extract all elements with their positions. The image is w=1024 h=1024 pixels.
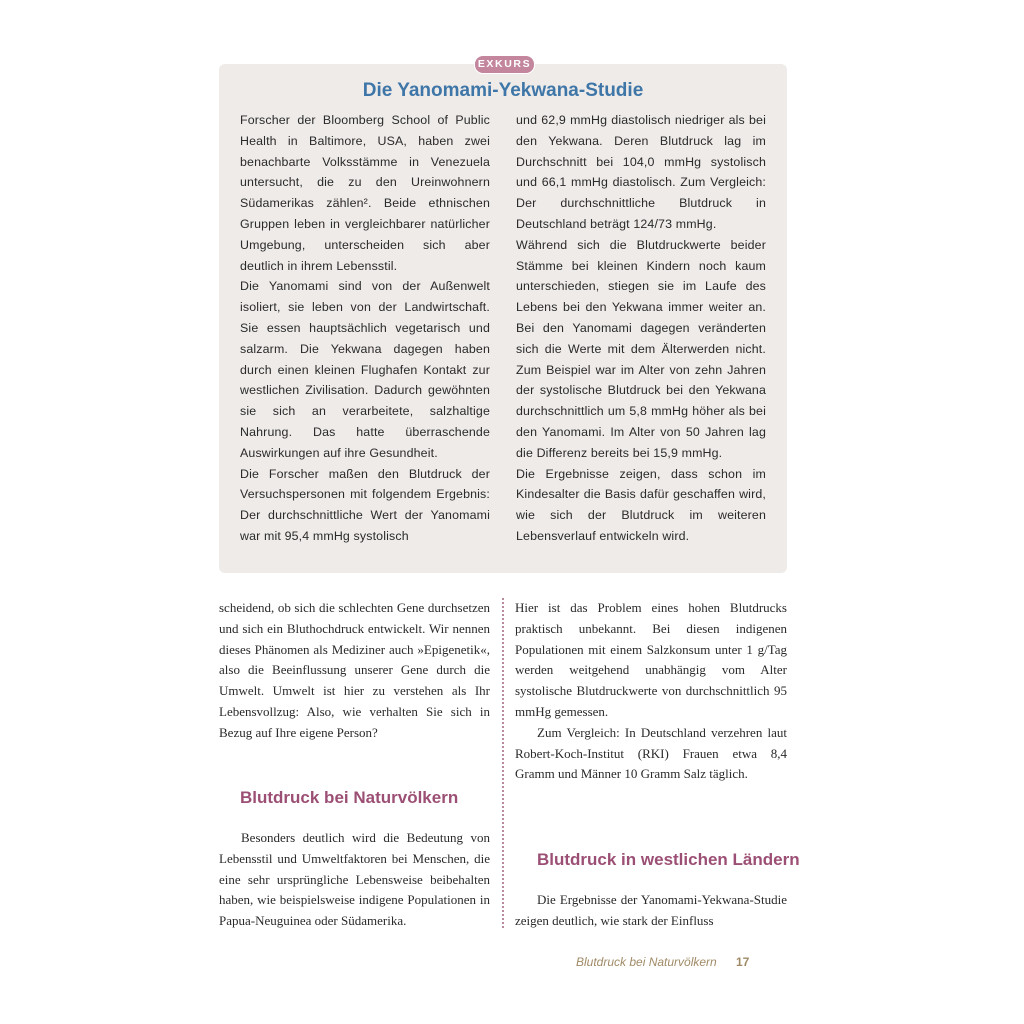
body-left-column-lower bbox=[219, 828, 490, 932]
section-heading-westliche-laender: Blutdruck in westlichen Ländern bbox=[537, 850, 800, 869]
body-paragraph: Zum Vergleich: In Deutschland verzehren laut Robert-Koch-Institut (RKI) Frauen etwa 8,4 Gramm und Männer 10 Gramm Salz täglich. bbox=[515, 724, 787, 782]
excurs-badge: EXKURS bbox=[474, 55, 535, 74]
section-heading-naturvoelker: Blutdruck bei Naturvölkern bbox=[240, 788, 459, 807]
body-paragraph: scheidend, ob sich die schlechten Gene durchsetzen und sich ein Bluthochdruck entwickelt. Wir nennen dieses Phänomen als Mediziner auch »Epigenetik«, also die Beeinflussung unserer Gene durch die Umwelt. Umwelt ist hier zu verstehen als Ihr Lebensvollzug: Also, wie verhalten Sie sich in Bezug auf Ihre eigene Person? bbox=[219, 600, 490, 740]
body-right-column-lower bbox=[515, 890, 787, 932]
excurs-paragraph: Forscher der Bloomberg School of Public Health in Baltimore, USA, haben zwei benachbarte Volksstämme in Venezuela untersucht, die zu den Ureinwohnern Südamerikas zählen². Beide ethnischen Gruppen leben in vergleichbarer natürlicher Umgebung, unterscheiden sich aber deutlich in ihrem Lebensstil. bbox=[240, 113, 490, 273]
body-right-column bbox=[515, 598, 787, 785]
excurs-paragraph: Die Forscher maßen den Blutdruck der Versuchspersonen mit folgendem Ergebnis: Der durchschnittliche Wert der Yanomami war mit 95,4 mmHg systolisch bbox=[240, 466, 490, 543]
running-footer-title: Blutdruck bei Naturvölkern bbox=[576, 955, 717, 969]
body-paragraph: Besonders deutlich wird die Bedeutung von Lebensstil und Umweltfaktoren bei Menschen, die eine sehr ursprüngliche Lebensweise beibehalten haben, wie beispielsweise indigene Populationen in Papua-Neuguinea oder Südamerika. bbox=[219, 830, 490, 929]
page-number: 17 bbox=[736, 955, 750, 969]
body-paragraph: Hier ist das Problem eines hohen Blutdrucks praktisch unbekannt. Bei diesen indigenen Populationen mit einem Salzkonsum unter 1 g/Tag werden weitgehend unabhängig vom Alter systolische Blutdruckwerte von durchschnittlich 95 mmHg gemessen. bbox=[515, 600, 787, 719]
excurs-paragraph: und 62,9 mmHg diastolisch niedriger als bei den Yekwana. Deren Blutdruck lag im Durchschnitt bei 104,0 mmHg systolisch und 66,1 mmHg diastolisch. Zum Vergleich: Der durchschnittliche Blutdruck in Deutschland beträgt 124/73 mmHg. bbox=[516, 113, 766, 231]
excurs-paragraph: Die Ergebnisse zeigen, dass schon im Kindesalter die Basis dafür geschaffen wird, wie sich der Blutdruck im weiteren Lebensverlauf entwickeln wird. bbox=[516, 466, 766, 543]
body-paragraph: Die Ergebnisse der Yanomami-Yekwana-Studie zeigen deutlich, wie stark der Einfluss bbox=[515, 892, 787, 928]
excurs-paragraph: Während sich die Blutdruckwerte beider Stämme bei kleinen Kindern noch kaum unterschieden, stiegen sie im Laufe des Lebens bei den Yekwana immer weiter an. Bei den Yanomami dagegen veränderten sich die Werte mit dem Älterwerden nicht. Zum Beispiel war im Alter von zehn Jahren der systolische Blutdruck bei den Yekwana durchschnittlich um 5,8 mmHg höher als bei den Yanomami. Im Alter von 50 Jahren lag die Differenz bereits bei 15,9 mmHg. bbox=[516, 237, 766, 460]
excurs-left-column bbox=[240, 110, 490, 547]
column-divider bbox=[502, 598, 504, 928]
excurs-paragraph: Die Yanomami sind von der Außenwelt isoliert, sie leben von der Landwirtschaft. Sie essen hauptsächlich vegetarisch und salzarm. Die Yekwana dagegen haben durch einen kleinen Flughafen Kontakt zur westlichen Zivilisation. Dadurch gewöhnten sie sich an verarbeitete, salzhaltige Nahrung. Das hatte überraschende Auswirkungen auf ihre Gesundheit. bbox=[240, 279, 490, 460]
excurs-title: Die Yanomami-Yekwana-Studie bbox=[362, 80, 644, 101]
excurs-right-column bbox=[516, 110, 766, 547]
body-left-column bbox=[219, 598, 490, 744]
